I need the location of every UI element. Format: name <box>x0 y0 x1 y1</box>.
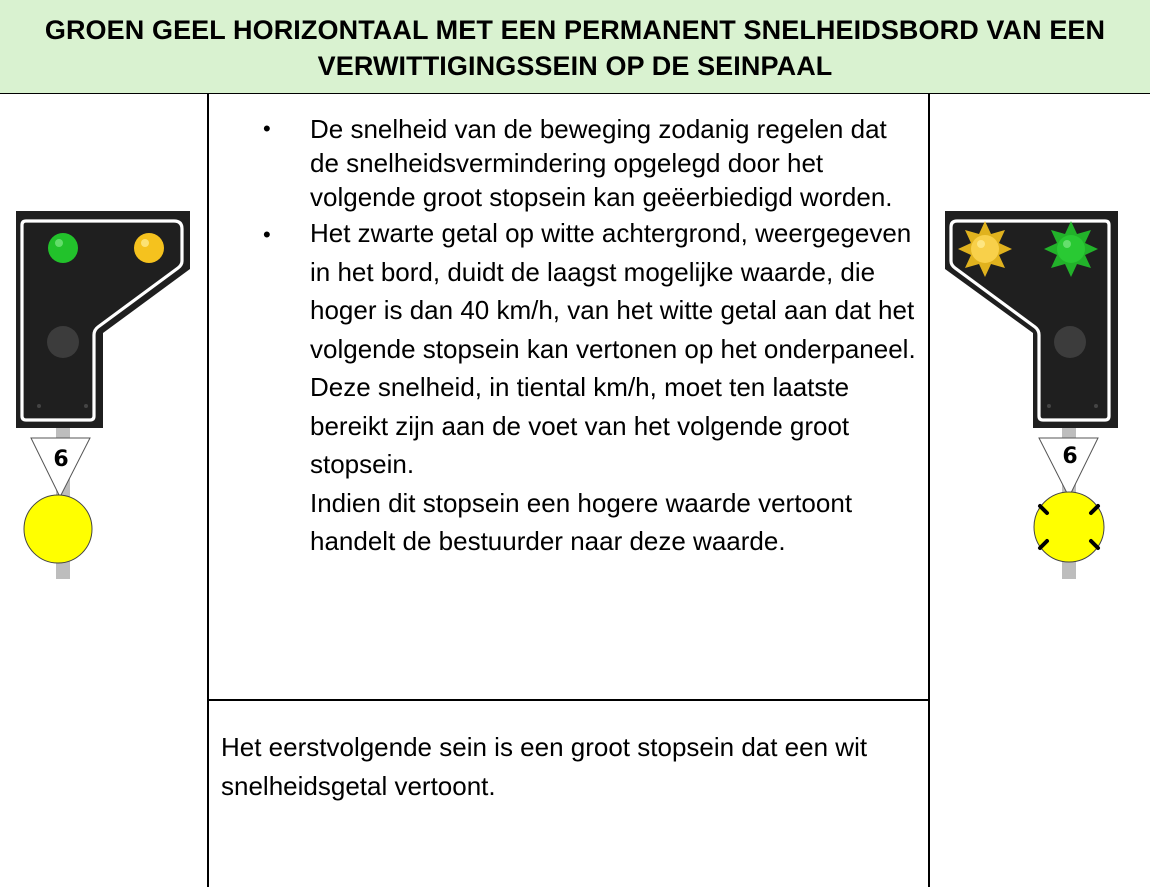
list-item <box>260 214 920 561</box>
note-text: Het eerstvolgende sein is een groot stopsein dat een wit snelheidsgetal vertoont. <box>221 732 868 801</box>
bullet-text: De snelheid van de beweging zodanig regelen dat de snelheidsvermindering opgelegd door het volgende groot stopsein kan geëerbiedigd worden. <box>310 114 893 212</box>
green-lamp-icon <box>48 233 78 263</box>
bullet-text: • Het zwarte getal op witte achtergrond, weergegeven in het bord, duidt de laagst mogelijke waarde, die hoger is dan 40 km/h, van het witte getal aan dat het volgende stopsein kan vertonen op het onderpaneel. <box>310 218 916 364</box>
speed-board-value: 6 <box>1062 444 1078 469</box>
table-divider-right <box>928 94 930 887</box>
signal-left <box>14 209 194 584</box>
signal-panel <box>16 211 190 428</box>
header <box>0 0 1150 94</box>
yellow-disc-flashing-icon <box>1034 492 1104 562</box>
page-title: GROEN GEEL HORIZONTAAL MET EEN PERMANENT SNELHEIDSBORD VAN EEN VERWITTIGINGSSEIN OP DE SEINPAAL <box>44 14 1106 81</box>
bullet-text: Indien dit stopsein een hogere waarde vertoont handelt de bestuurder naar deze waarde. <box>310 487 853 556</box>
table-divider-horizontal <box>208 699 929 701</box>
yellow-lamp-icon <box>134 233 164 263</box>
signal-right <box>941 209 1121 584</box>
bullet-text: Deze snelheid, in tiental km/h, moet ten laatste bereikt zijn aan de voet van het volgende groot stopsein. <box>310 372 850 479</box>
yellow-disc-icon <box>24 495 92 563</box>
off-lamp-icon <box>47 326 79 358</box>
table-divider-left <box>207 94 209 887</box>
list-item <box>260 112 920 214</box>
off-lamp-icon <box>1054 326 1086 358</box>
description-list <box>260 112 920 561</box>
speed-board-value: 6 <box>53 447 69 472</box>
